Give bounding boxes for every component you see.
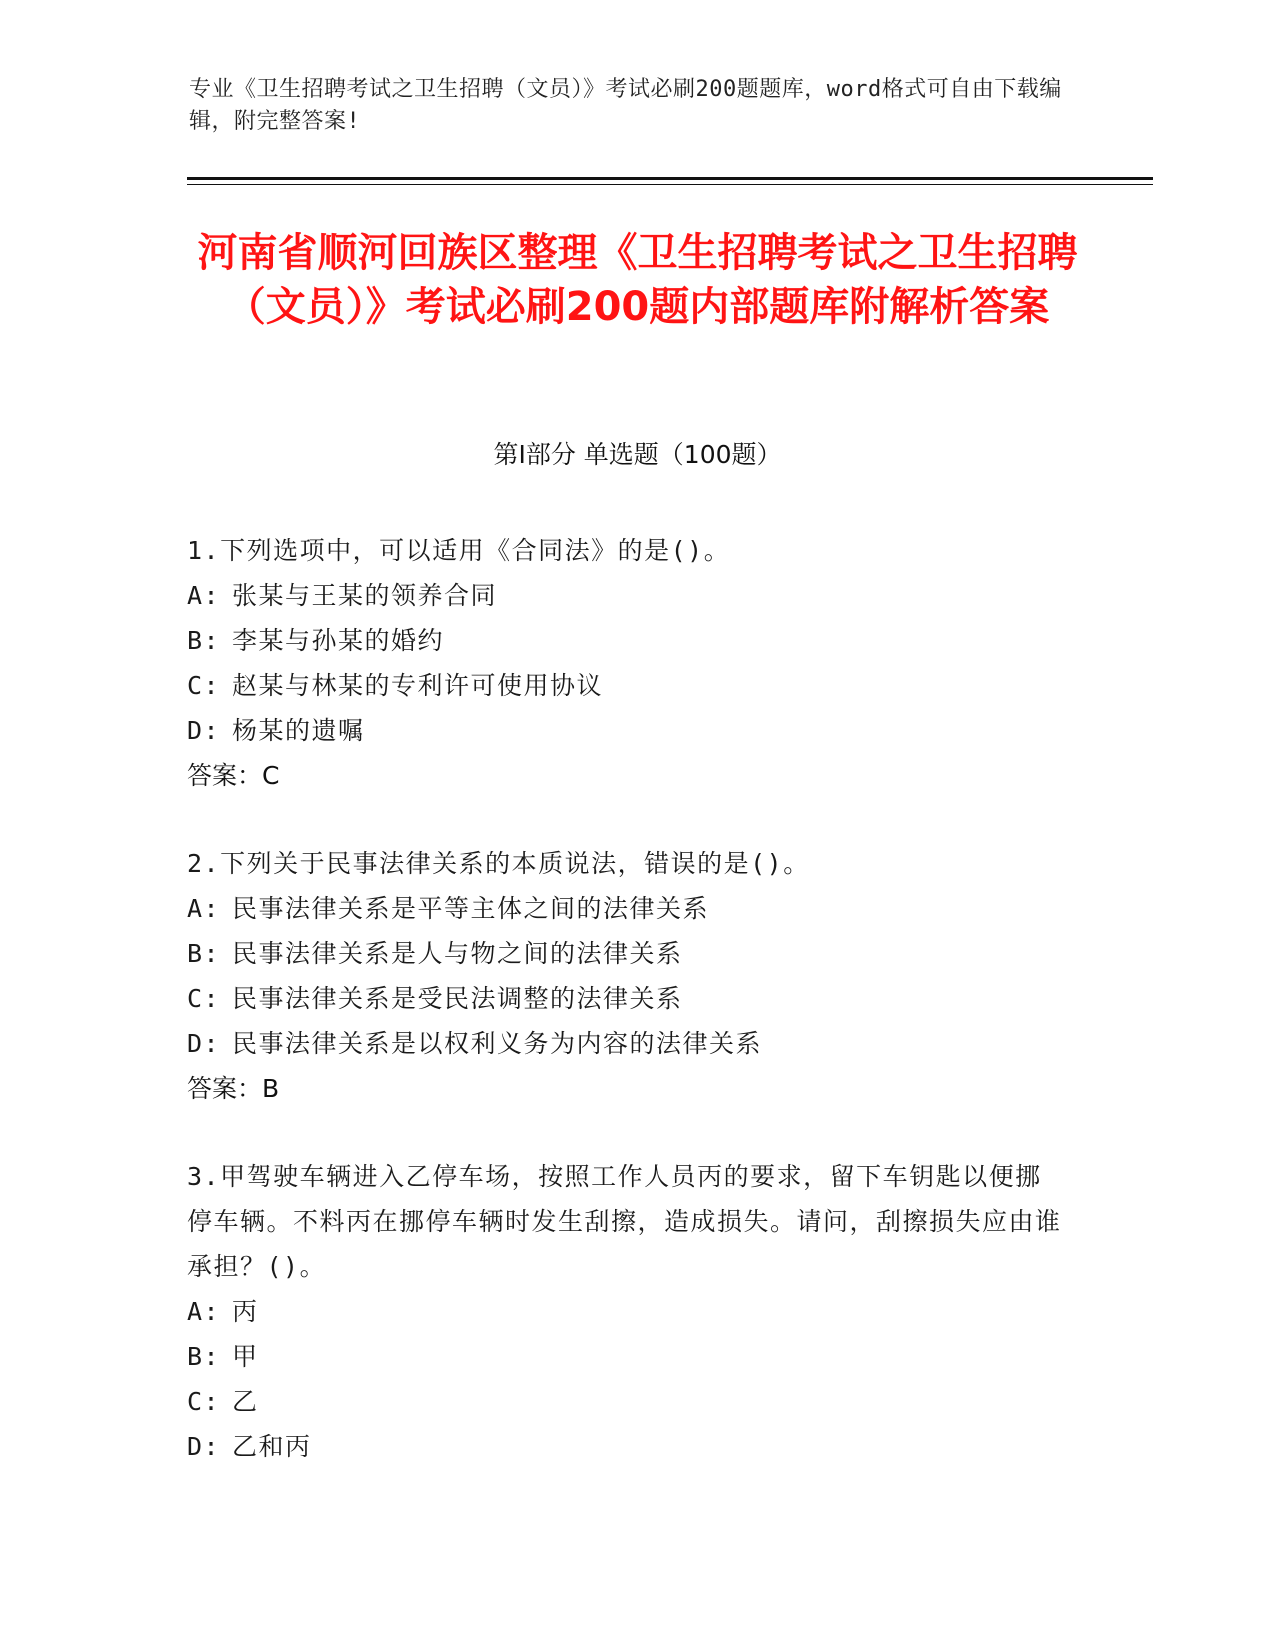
option-d bbox=[187, 1424, 1067, 1469]
option-text: 李某与孙某的婚约 bbox=[232, 626, 445, 655]
option-a bbox=[187, 1289, 1067, 1334]
option-c bbox=[187, 663, 1067, 708]
header-divider-thick bbox=[187, 177, 1153, 180]
option-text: 乙和丙 bbox=[232, 1432, 312, 1461]
option-key: D: bbox=[187, 1029, 221, 1058]
question-list bbox=[187, 528, 1067, 1512]
option-key: C: bbox=[187, 671, 221, 700]
option-text: 民事法律关系是受民法调整的法律关系 bbox=[232, 984, 683, 1013]
option-key: C: bbox=[187, 1387, 221, 1416]
option-key: A: bbox=[187, 894, 221, 923]
option-d bbox=[187, 1021, 1067, 1066]
option-b bbox=[187, 618, 1067, 663]
option-text: 丙 bbox=[232, 1297, 259, 1326]
question-stem: 2.下列关于民事法律关系的本质说法，错误的是()。 bbox=[187, 849, 810, 878]
question-stem: 1.下列选项中，可以适用《合同法》的是()。 bbox=[187, 536, 731, 565]
option-b bbox=[187, 931, 1067, 976]
question-item bbox=[187, 1154, 1067, 1469]
header-divider-thin bbox=[187, 184, 1153, 185]
question-stem: 3.甲驾驶车辆进入乙停车场，按照工作人员丙的要求，留下车钥匙以便挪停车辆。不料丙在挪停车辆时发生刮擦，造成损失。请问，刮擦损失应由谁承担？()。 bbox=[187, 1162, 1062, 1281]
option-text: 杨某的遗嘱 bbox=[232, 716, 365, 745]
option-text: 民事法律关系是以权利义务为内容的法律关系 bbox=[232, 1029, 763, 1058]
option-text: 乙 bbox=[232, 1387, 259, 1416]
option-key: A: bbox=[187, 1297, 221, 1326]
option-a bbox=[187, 886, 1067, 931]
option-text: 民事法律关系是平等主体之间的法律关系 bbox=[232, 894, 710, 923]
option-key: C: bbox=[187, 984, 221, 1013]
question-item bbox=[187, 528, 1067, 798]
option-text: 甲 bbox=[232, 1342, 259, 1371]
option-key: B: bbox=[187, 939, 221, 968]
option-c bbox=[187, 1379, 1067, 1424]
option-text: 民事法律关系是人与物之间的法律关系 bbox=[232, 939, 683, 968]
option-a bbox=[187, 573, 1067, 618]
answer-line: 答案：B bbox=[187, 1074, 280, 1103]
option-d bbox=[187, 708, 1067, 753]
question-item bbox=[187, 841, 1067, 1111]
option-key: B: bbox=[187, 626, 221, 655]
header-note: 专业《卫生招聘考试之卫生招聘（文员）》考试必刷200题题库，word格式可自由下载编辑，附完整答案! bbox=[189, 77, 1062, 134]
section-title: 第I部分 单选题（100题） bbox=[493, 440, 782, 469]
option-c bbox=[187, 976, 1067, 1021]
option-text: 赵某与林某的专利许可使用协议 bbox=[232, 671, 604, 700]
option-b bbox=[187, 1334, 1067, 1379]
option-text: 张某与王某的领养合同 bbox=[232, 581, 498, 610]
option-key: D: bbox=[187, 1432, 221, 1461]
document-title: 河南省顺河回族区整理《卫生招聘考试之卫生招聘（文员）》考试必刷200题内部题库附解析答案 bbox=[197, 230, 1078, 330]
option-key: B: bbox=[187, 1342, 221, 1371]
option-key: D: bbox=[187, 716, 221, 745]
option-key: A: bbox=[187, 581, 221, 610]
answer-line: 答案：C bbox=[187, 761, 280, 790]
